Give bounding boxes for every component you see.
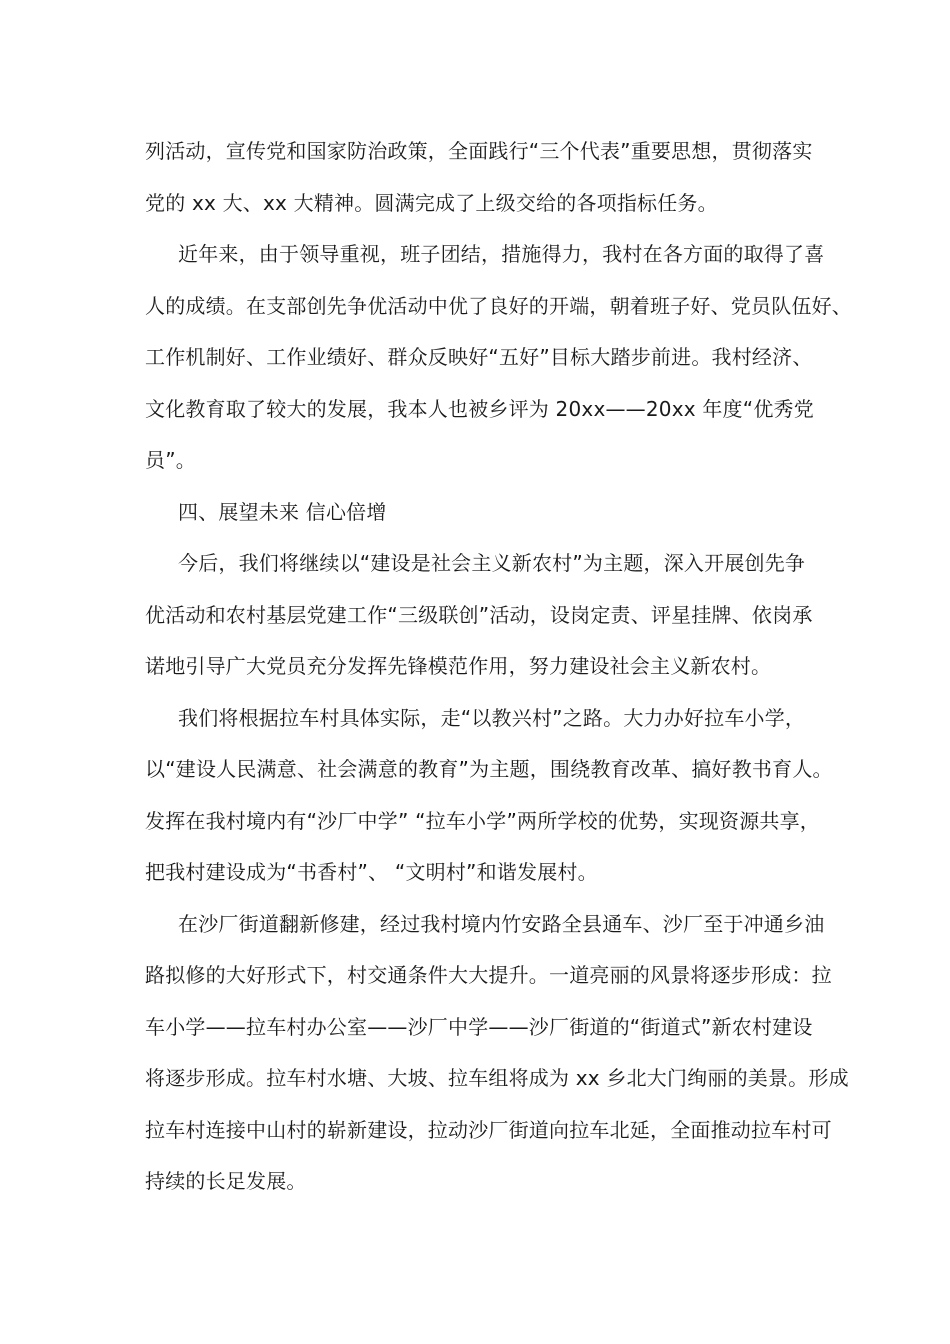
text-line: 把我村建设成为“书香村”、 “文明村”和谐发展村。 bbox=[145, 860, 598, 884]
text-line: 诺地引导广大党员充分发挥先锋模范作用，努力建设社会主义新农村。 bbox=[145, 654, 772, 678]
text-line: 以“建设人民满意、社会满意的教育”为主题，围绕教育改革、搞好教书育人。 bbox=[145, 757, 833, 781]
text-line: 员”。 bbox=[145, 448, 196, 472]
section-heading: 四、展望未来 信心倍增 bbox=[178, 499, 387, 524]
paragraph-start-line: 近年来，由于领导重视，班子团结，措施得力，我村在各方面的取得了喜 bbox=[178, 242, 825, 266]
text-line: 党的 xx 大、xx 大精神。圆满完成了上级交给的各项指标任务。 bbox=[145, 190, 718, 215]
text-line: 列活动，宣传党和国家防治政策，全面践行“三个代表”重要思想，贯彻落实 bbox=[145, 139, 813, 163]
paragraph-start-line: 我们将根据拉车村具体实际，走“以教兴村”之路。大力办好拉车小学， bbox=[178, 705, 806, 730]
text-line: 文化教育取了较大的发展，我本人也被乡评为 20xx——20xx 年度“优秀党 bbox=[145, 396, 814, 421]
text-line: 将逐步形成。拉车村水塘、大坡、拉车组将成为 xx 乡北大门绚丽的美景。形成 bbox=[145, 1066, 849, 1090]
text-line: 优活动和农村基层党建工作“三级联创”活动，设岗定责、评星挂牌、依岗承 bbox=[145, 602, 813, 627]
text-line: 车小学——拉车村办公室——沙厂中学——沙厂街道的“街道式”新农村建设 bbox=[145, 1014, 813, 1039]
text-line: 拉车村连接中山村的崭新建设，拉动沙厂街道向拉车北延，全面推动拉车村可 bbox=[145, 1117, 832, 1142]
document-body bbox=[145, 126, 852, 1208]
text-line: 发挥在我村境内有“沙厂中学” “拉车小学”两所学校的优势，实现资源共享， bbox=[145, 808, 821, 833]
text-line: 路拟修的大好形式下，村交通条件大大提升。一道亮丽的风景将逐步形成：拉 bbox=[145, 963, 832, 987]
text-line: 工作机制好、工作业绩好、群众反映好“五好”目标大踏步前进。我村经济、 bbox=[145, 345, 813, 369]
text-line: 持续的长足发展。 bbox=[145, 1169, 307, 1193]
paragraph-start-line: 今后，我们将继续以“建设是社会主义新农村”为主题，深入开展创先争 bbox=[178, 551, 806, 575]
paragraph-start-line: 在沙厂街道翻新修建，经过我村境内竹安路全县通车、沙厂至于冲通乡油 bbox=[178, 911, 825, 936]
text-line: 人的成绩。在支部创先争优活动中优了良好的开端，朝着班子好、党员队伍好、 bbox=[145, 293, 852, 318]
